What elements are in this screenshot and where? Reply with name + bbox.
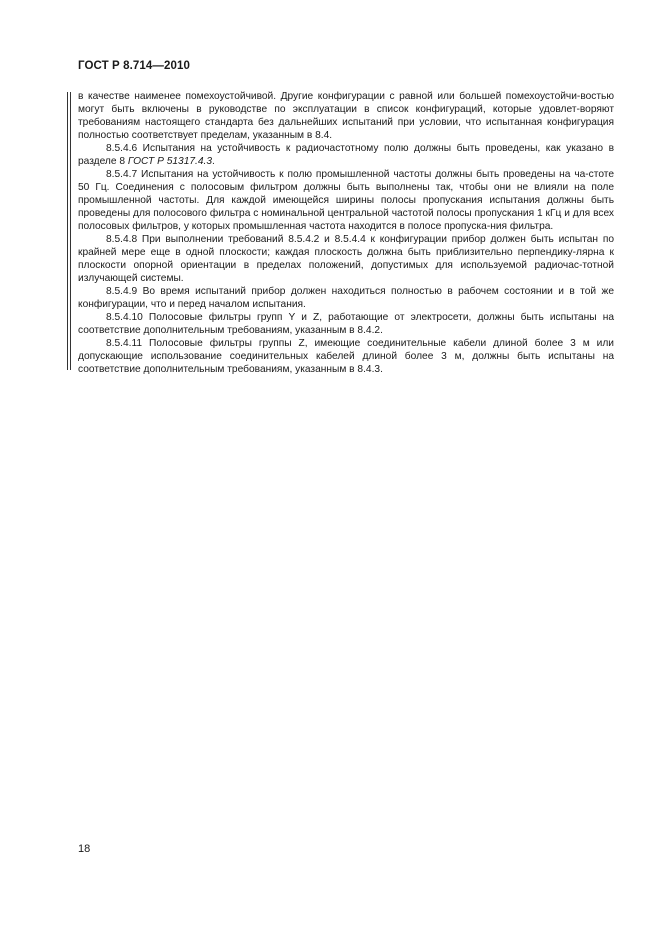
page-number: 18 — [78, 843, 91, 855]
paragraph-8-5-4-6 — [78, 142, 614, 168]
paragraph-text: 8.5.4.6 Испытания на устойчивость к радиочастотному полю должны быть проведены, как указано в разделе 8 — [78, 143, 614, 167]
document-header: ГОСТ Р 8.714—2010 — [78, 60, 190, 72]
paragraph-continuation: в качестве наименее помехоустойчивой. Другие конфигурации с равной или большей помехоустойчи-востью могут быть включены в руководстве по эксплуатации в список конфигураций, которые удовлет-воряют требованиям настоящего стандарта без дальнейших испытаний при условии, что испытанная конфигурация полностью соответствует пределам, указанным в 8.4. — [78, 91, 614, 141]
paragraph-text-end: . — [212, 156, 215, 167]
paragraph-8-5-4-8: 8.5.4.8 При выполнении требований 8.5.4.2 и 8.5.4.4 к конфигурации прибор должен быть испытан по крайней мере еще в одной плоскости; каждая плоскость должна быть приблизительно перпендику-лярна к плоскости опорной ориентации в пределах положений, допустимых для используемой радиочас-тотной излучающей системы. — [78, 234, 614, 284]
paragraph-8-5-4-9: 8.5.4.9 Во время испытаний прибор должен находиться полностью в рабочем состоянии и в той же конфигурации, что и перед началом испытания. — [78, 286, 614, 310]
revision-change-bar — [67, 92, 71, 370]
paragraph-8-5-4-10: 8.5.4.10 Полосовые фильтры групп Y и Z, работающие от электросети, должны быть испытаны на соответствие дополнительным требованиям, указанным в 8.4.2. — [78, 312, 614, 336]
paragraph-8-5-4-7: 8.5.4.7 Испытания на устойчивость к полю промышленной частоты должны быть проведены на ча-стоте 50 Гц. Соединения с полосовым фильтром должны быть выполнены так, чтобы они не влияли на поле промышленной частоты. Для каждой имеющейся ширины полосы пропускания испытания должны быть проведены для полосового фильтра с номинальной центральной частотой полосы пропускания 1 кГц и для всех полосовых фильтров, у которых промышленная частота находится в полосе пропуска-ния фильтра. — [78, 169, 614, 232]
standard-reference: ГОСТ Р 51317.4.3 — [127, 156, 213, 167]
document-body — [78, 90, 614, 376]
paragraph-8-5-4-11: 8.5.4.11 Полосовые фильтры группы Z, имеющие соединительные кабели длиной более 3 м или допускающие использование соединительных кабелей длиной более 3 м, должны быть испытаны на соответствие дополнительным требованиям, указанным в 8.4.3. — [78, 338, 614, 375]
